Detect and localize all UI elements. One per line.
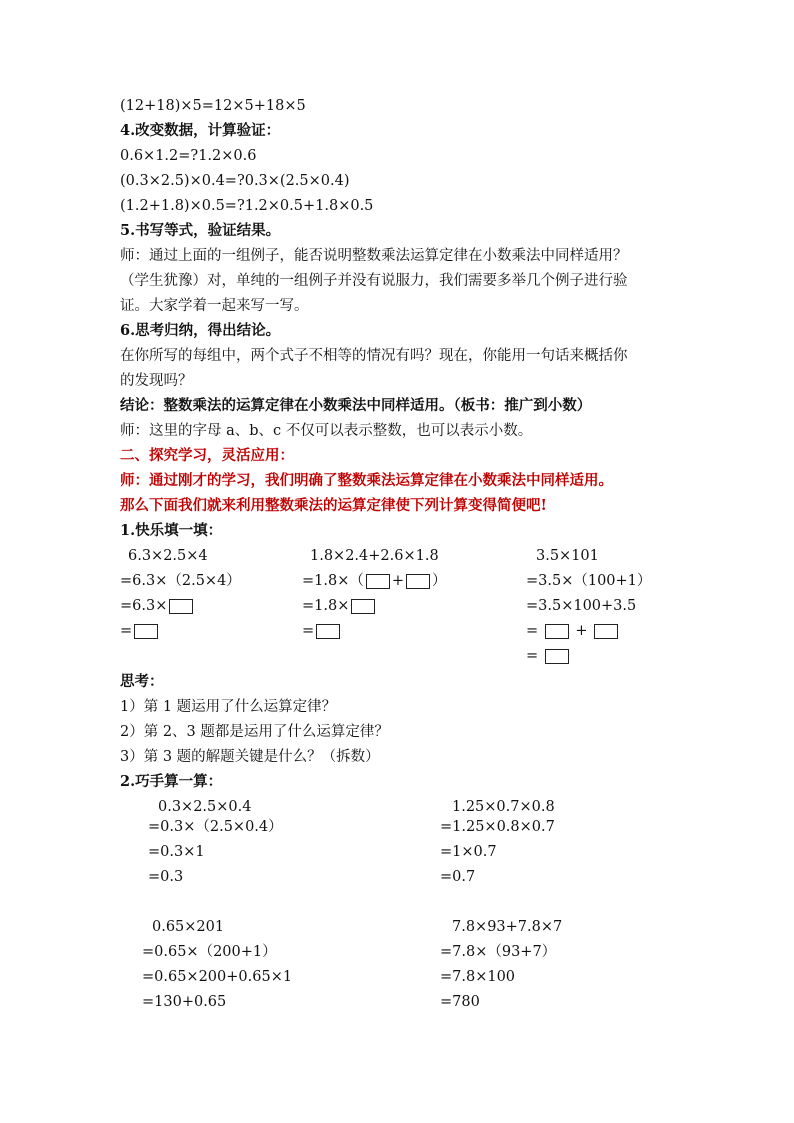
equation-line: (0.3×2.5)×0.4=?0.3×(2.5×0.4)	[120, 173, 350, 189]
question-2: 2）第 2、3 题都是运用了什么运算定律？	[120, 724, 389, 740]
calc-e-line2: =1.25×0.8×0.7	[440, 819, 555, 835]
answer-box[interactable]	[169, 599, 193, 614]
calc-d-line4: =0.3	[148, 869, 184, 885]
highlight-line: 那么下面我们就来利用整数乘法的运算定律使下列计算变得简便吧!	[120, 497, 547, 514]
paragraph-line: 师：这里的字母 a、b、c 不仅可以表示整数，也可以表示小数。	[120, 423, 533, 439]
section-heading-2: 二、探究学习，灵活应用：	[120, 447, 294, 464]
equation-line: (1.2+1.8)×0.5=?1.2×0.5+1.8×0.5	[120, 198, 374, 214]
fill-c-line5: =	[526, 646, 571, 666]
question-3: 3）第 3 题的解题关键是什么？（拆数）	[120, 749, 380, 765]
calc-f-line1: 0.65×201	[152, 919, 225, 935]
fill-c-line1: 3.5×101	[536, 548, 599, 564]
equation-line: 0.6×1.2=?1.2×0.6	[120, 148, 257, 164]
calc-e-line4: =0.7	[440, 869, 476, 885]
conclusion: 结论：整数乘法的运算定律在小数乘法中同样适用。（板书：推广到小数）	[120, 397, 592, 414]
fill-a-line2: =6.3×（2.5×4）	[120, 573, 241, 589]
think-heading: 思考：	[120, 673, 164, 690]
calc-d-line2: =0.3×（2.5×0.4）	[148, 819, 283, 835]
fill-a-line1: 6.3×2.5×4	[128, 548, 208, 564]
heading-6: 6.思考归纳，得出结论。	[120, 322, 281, 339]
paragraph-line: 证。大家学着一起来写一写。	[120, 298, 309, 314]
heading-fill: 1.快乐填一填：	[120, 522, 223, 539]
calc-f-line3: =0.65×200+0.65×1	[142, 969, 293, 985]
fill-b-line4: =	[302, 621, 342, 641]
heading-5: 5.书写等式，验证结果。	[120, 222, 281, 239]
paragraph-line: 的发现吗？	[120, 373, 193, 389]
highlight-line: 师：通过刚才的学习，我们明确了整数乘法运算定律在小数乘法中同样适用。	[120, 472, 613, 489]
heading-calc: 2.巧手算一算：	[120, 773, 223, 790]
calc-d-line1: 0.3×2.5×0.4	[158, 799, 252, 815]
calc-e-line3: =1×0.7	[440, 844, 497, 860]
paragraph-line: 师：通过上面的一组例子，能否说明整数乘法运算定律在小数乘法中同样适用？	[120, 248, 628, 264]
calc-d-line3: =0.3×1	[148, 844, 205, 860]
fill-a-line3: =6.3×	[120, 596, 195, 616]
fill-c-line2: =3.5×（100+1）	[526, 573, 652, 589]
fill-b-line3: =1.8×	[302, 596, 377, 616]
fill-b-line2: =1.8×（ + ）	[302, 573, 447, 589]
fill-c-line4: = +	[526, 621, 620, 641]
answer-box[interactable]	[594, 624, 618, 639]
heading-4: 4.改变数据，计算验证：	[120, 122, 281, 139]
answer-box[interactable]	[351, 599, 375, 614]
answer-box[interactable]	[366, 574, 390, 589]
fill-a-line4: =	[120, 621, 160, 641]
paragraph-line: （学生犹豫）对，单纯的一组例子并没有说服力，我们需要多举几个例子进行验	[120, 273, 628, 289]
answer-box[interactable]	[545, 624, 569, 639]
answer-box[interactable]	[545, 649, 569, 664]
calc-g-line2: =7.8×（93+7）	[440, 944, 557, 960]
fill-c-line3: =3.5×100+3.5	[526, 598, 637, 614]
question-1: 1）第 1 题运用了什么运算定律？	[120, 699, 337, 715]
calc-g-line4: =780	[440, 994, 480, 1010]
calc-f-line2: =0.65×（200+1）	[142, 944, 277, 960]
answer-box[interactable]	[406, 574, 430, 589]
calc-g-line1: 7.8×93+7.8×7	[452, 919, 563, 935]
calc-e-line1: 1.25×0.7×0.8	[452, 799, 555, 815]
equation-line: (12+18)×5=12×5+18×5	[120, 98, 306, 114]
calc-g-line3: =7.8×100	[440, 969, 516, 985]
answer-box[interactable]	[134, 624, 158, 639]
paragraph-line: 在你所写的每组中，两个式子不相等的情况有吗？现在，你能用一句话来概括你	[120, 348, 628, 364]
fill-b-line1: 1.8×2.4+2.6×1.8	[310, 548, 439, 564]
calc-f-line4: =130+0.65	[142, 994, 227, 1010]
answer-box[interactable]	[316, 624, 340, 639]
